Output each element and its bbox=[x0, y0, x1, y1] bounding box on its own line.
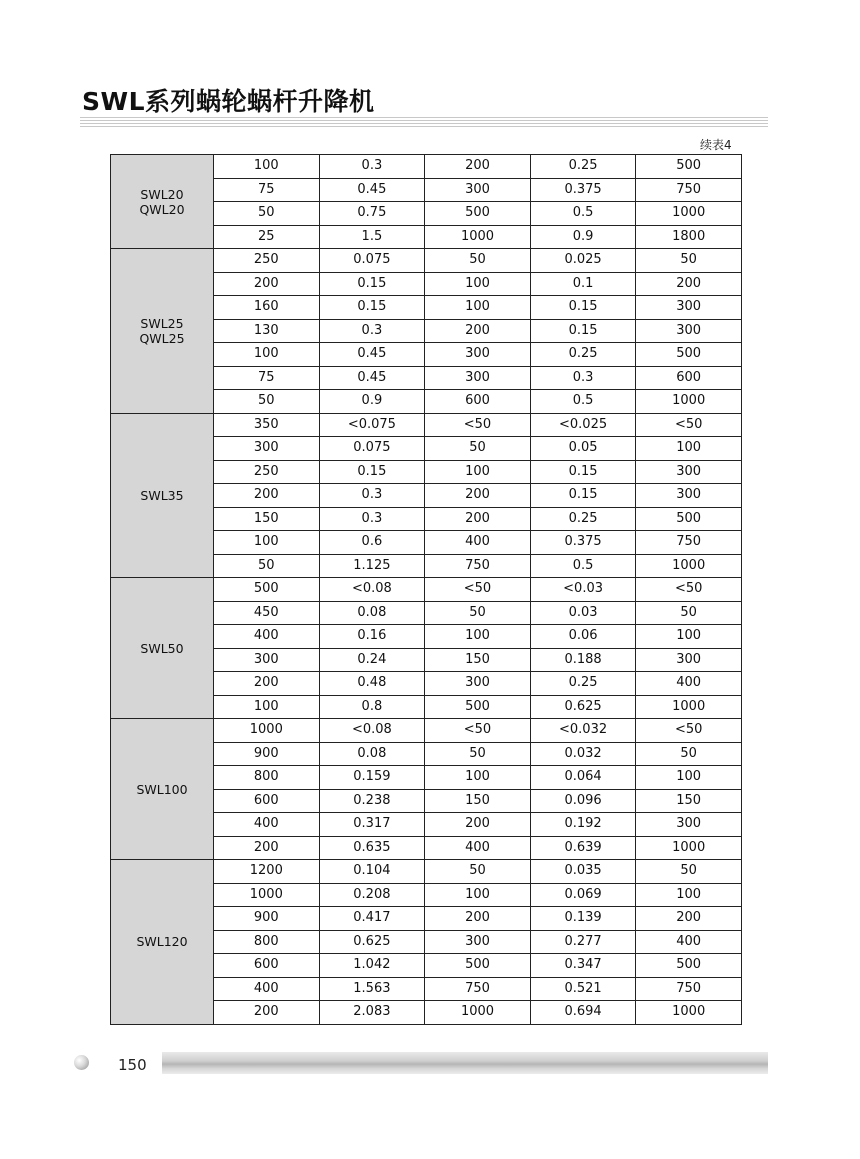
table-cell: 1000 bbox=[636, 554, 742, 578]
table-cell: 500 bbox=[636, 343, 742, 367]
table-cell: 500 bbox=[636, 507, 742, 531]
table-cell: 50 bbox=[425, 437, 531, 461]
table-cell: 600 bbox=[214, 789, 320, 813]
table-cell: 300 bbox=[425, 930, 531, 954]
table-cell: 0.032 bbox=[530, 742, 636, 766]
table-cell: 0.347 bbox=[530, 954, 636, 978]
table-cell: 200 bbox=[214, 272, 320, 296]
table-cell: <50 bbox=[636, 578, 742, 602]
model-cell bbox=[111, 719, 214, 860]
table-cell: 1.042 bbox=[319, 954, 425, 978]
table-cell: 400 bbox=[636, 672, 742, 696]
table-cell: 0.15 bbox=[530, 484, 636, 508]
table-cell: 0.15 bbox=[530, 460, 636, 484]
title-divider bbox=[80, 117, 768, 127]
table-cell: 100 bbox=[636, 766, 742, 790]
table-cell: 300 bbox=[636, 319, 742, 343]
table-cell: 100 bbox=[425, 296, 531, 320]
table-cell: 300 bbox=[636, 460, 742, 484]
model-name: SWL20 bbox=[140, 186, 184, 202]
page-number: 150 bbox=[118, 1056, 147, 1074]
table-cell: 0.375 bbox=[530, 531, 636, 555]
table-cell: 0.3 bbox=[319, 155, 425, 179]
table-cell: 1000 bbox=[425, 1001, 531, 1025]
table-cell: 0.625 bbox=[319, 930, 425, 954]
table-cell: 1.125 bbox=[319, 554, 425, 578]
specification-table bbox=[110, 154, 742, 1025]
table-cell: 100 bbox=[425, 766, 531, 790]
table-cell: 0.277 bbox=[530, 930, 636, 954]
table-cell: <50 bbox=[425, 578, 531, 602]
table-cell: 1000 bbox=[214, 719, 320, 743]
table-cell: 75 bbox=[214, 178, 320, 202]
table-cell: 0.45 bbox=[319, 343, 425, 367]
table-cell: 750 bbox=[636, 178, 742, 202]
table-cell: 0.159 bbox=[319, 766, 425, 790]
table-cell: 50 bbox=[214, 202, 320, 226]
table-cell: 1000 bbox=[425, 225, 531, 249]
table-cell: 0.5 bbox=[530, 554, 636, 578]
table-cell: 200 bbox=[214, 836, 320, 860]
table-cell: 300 bbox=[636, 648, 742, 672]
table-cell: 200 bbox=[636, 907, 742, 931]
table-cell: 50 bbox=[214, 554, 320, 578]
table-cell: 0.9 bbox=[530, 225, 636, 249]
table-cell: 200 bbox=[425, 813, 531, 837]
table-cell: 150 bbox=[425, 648, 531, 672]
table-cell: 500 bbox=[425, 202, 531, 226]
table-cell: 160 bbox=[214, 296, 320, 320]
table-cell: 300 bbox=[636, 296, 742, 320]
table-cell: 0.15 bbox=[319, 296, 425, 320]
table-cell: 100 bbox=[425, 460, 531, 484]
table-cell: 0.45 bbox=[319, 366, 425, 390]
table-cell: 300 bbox=[636, 813, 742, 837]
table-row bbox=[111, 413, 742, 437]
table-cell: 150 bbox=[636, 789, 742, 813]
model-name: SWL35 bbox=[140, 487, 184, 503]
table-cell: 0.5 bbox=[530, 390, 636, 414]
table-cell: 200 bbox=[425, 155, 531, 179]
table-cell: 0.15 bbox=[530, 296, 636, 320]
table-row bbox=[111, 155, 742, 179]
table-row bbox=[111, 719, 742, 743]
table-cell: 100 bbox=[636, 883, 742, 907]
table-cell: 300 bbox=[636, 484, 742, 508]
table-cell: 500 bbox=[425, 695, 531, 719]
table-cell: 600 bbox=[636, 366, 742, 390]
table-cell: 0.6 bbox=[319, 531, 425, 555]
table-cell: 0.5 bbox=[530, 202, 636, 226]
model-name: QWL20 bbox=[139, 201, 185, 217]
table-cell: 800 bbox=[214, 766, 320, 790]
table-cell: 1000 bbox=[636, 202, 742, 226]
table-cell: 0.238 bbox=[319, 789, 425, 813]
table-cell: 0.1 bbox=[530, 272, 636, 296]
table-cell: 250 bbox=[214, 249, 320, 273]
continued-table-label: 续表4 bbox=[700, 138, 732, 152]
table-cell: 0.3 bbox=[319, 319, 425, 343]
table-cell: 500 bbox=[425, 954, 531, 978]
table-cell: 0.635 bbox=[319, 836, 425, 860]
table-cell: 0.15 bbox=[319, 460, 425, 484]
table-cell: 100 bbox=[636, 625, 742, 649]
table-cell: <50 bbox=[425, 719, 531, 743]
table-cell: 500 bbox=[636, 155, 742, 179]
table-cell: 300 bbox=[425, 366, 531, 390]
table-cell: 0.8 bbox=[319, 695, 425, 719]
table-cell: <0.08 bbox=[319, 578, 425, 602]
table-cell: 0.03 bbox=[530, 601, 636, 625]
page-bullet-icon bbox=[74, 1055, 89, 1070]
table-cell: 750 bbox=[425, 977, 531, 1001]
table-cell: 0.48 bbox=[319, 672, 425, 696]
table-cell: 400 bbox=[214, 977, 320, 1001]
table-cell: <0.03 bbox=[530, 578, 636, 602]
model-cell bbox=[111, 413, 214, 578]
table-cell: 50 bbox=[636, 249, 742, 273]
table-cell: 2.083 bbox=[319, 1001, 425, 1025]
table-cell: 0.208 bbox=[319, 883, 425, 907]
table-cell: 300 bbox=[214, 437, 320, 461]
table-cell: 1.5 bbox=[319, 225, 425, 249]
table-cell: 0.08 bbox=[319, 601, 425, 625]
table-cell: 500 bbox=[214, 578, 320, 602]
table-cell: 200 bbox=[636, 272, 742, 296]
table-cell: 0.25 bbox=[530, 155, 636, 179]
table-cell: 50 bbox=[425, 249, 531, 273]
table-cell: 400 bbox=[636, 930, 742, 954]
table-cell: 0.096 bbox=[530, 789, 636, 813]
footer-bar bbox=[162, 1052, 768, 1074]
table-cell: 130 bbox=[214, 319, 320, 343]
table-cell: 750 bbox=[636, 977, 742, 1001]
table-cell: 50 bbox=[425, 860, 531, 884]
table-cell: 300 bbox=[425, 672, 531, 696]
model-name: SWL120 bbox=[136, 934, 188, 950]
table-cell: <0.032 bbox=[530, 719, 636, 743]
table-cell: 200 bbox=[214, 672, 320, 696]
table-cell: 100 bbox=[425, 272, 531, 296]
model-name: QWL25 bbox=[139, 330, 185, 346]
table-cell: 0.05 bbox=[530, 437, 636, 461]
table-cell: 500 bbox=[636, 954, 742, 978]
table-cell: 1800 bbox=[636, 225, 742, 249]
table-cell: 0.035 bbox=[530, 860, 636, 884]
table-cell: 0.75 bbox=[319, 202, 425, 226]
table-cell: 400 bbox=[214, 625, 320, 649]
table-cell: 0.25 bbox=[530, 672, 636, 696]
table-cell: <0.08 bbox=[319, 719, 425, 743]
table-cell: 50 bbox=[636, 860, 742, 884]
table-cell: 0.064 bbox=[530, 766, 636, 790]
table-cell: 600 bbox=[425, 390, 531, 414]
table-cell: 0.521 bbox=[530, 977, 636, 1001]
table-cell: 150 bbox=[425, 789, 531, 813]
table-cell: 1000 bbox=[636, 836, 742, 860]
table-cell: 0.3 bbox=[319, 507, 425, 531]
table-cell: 1.563 bbox=[319, 977, 425, 1001]
table-row bbox=[111, 578, 742, 602]
table-cell: 300 bbox=[214, 648, 320, 672]
table-cell: 1000 bbox=[636, 390, 742, 414]
table-cell: 50 bbox=[425, 742, 531, 766]
table-cell: 0.45 bbox=[319, 178, 425, 202]
model-cell bbox=[111, 578, 214, 719]
table-cell: 900 bbox=[214, 907, 320, 931]
table-cell: 200 bbox=[214, 484, 320, 508]
table-cell: 0.192 bbox=[530, 813, 636, 837]
table-cell: 1000 bbox=[636, 695, 742, 719]
table-cell: 250 bbox=[214, 460, 320, 484]
page-title: SWL系列蜗轮蜗杆升降机 bbox=[82, 87, 375, 116]
table-cell: 50 bbox=[425, 601, 531, 625]
table-cell: 750 bbox=[636, 531, 742, 555]
table-cell: 0.06 bbox=[530, 625, 636, 649]
table-cell: 200 bbox=[425, 507, 531, 531]
table-cell: 0.104 bbox=[319, 860, 425, 884]
table-cell: 100 bbox=[214, 343, 320, 367]
table-row bbox=[111, 860, 742, 884]
table-cell: 800 bbox=[214, 930, 320, 954]
table-cell: 300 bbox=[425, 343, 531, 367]
table-cell: 100 bbox=[214, 531, 320, 555]
table-cell: 0.075 bbox=[319, 249, 425, 273]
table-cell: 100 bbox=[425, 883, 531, 907]
table-cell: 0.139 bbox=[530, 907, 636, 931]
table-cell: 0.075 bbox=[319, 437, 425, 461]
table-cell: 0.25 bbox=[530, 343, 636, 367]
table-cell: 0.15 bbox=[530, 319, 636, 343]
table-cell: 0.025 bbox=[530, 249, 636, 273]
table-cell: <0.075 bbox=[319, 413, 425, 437]
table-cell: 300 bbox=[425, 178, 531, 202]
table-cell: 200 bbox=[425, 484, 531, 508]
table-cell: 200 bbox=[214, 1001, 320, 1025]
model-name: SWL50 bbox=[140, 640, 184, 656]
table-cell: 750 bbox=[425, 554, 531, 578]
table-cell: 100 bbox=[425, 625, 531, 649]
table-cell: 0.3 bbox=[530, 366, 636, 390]
table-cell: <50 bbox=[636, 413, 742, 437]
table-cell: 0.625 bbox=[530, 695, 636, 719]
table-cell: 0.417 bbox=[319, 907, 425, 931]
table-cell: 600 bbox=[214, 954, 320, 978]
table-cell: 0.24 bbox=[319, 648, 425, 672]
table-cell: 0.25 bbox=[530, 507, 636, 531]
table-cell: 400 bbox=[214, 813, 320, 837]
table-cell: 100 bbox=[636, 437, 742, 461]
table-cell: <0.025 bbox=[530, 413, 636, 437]
table-cell: 0.375 bbox=[530, 178, 636, 202]
table-cell: 0.15 bbox=[319, 272, 425, 296]
table-cell: 0.08 bbox=[319, 742, 425, 766]
table-cell: 0.188 bbox=[530, 648, 636, 672]
model-name: SWL100 bbox=[136, 781, 188, 797]
table-cell: 200 bbox=[425, 907, 531, 931]
table-row bbox=[111, 249, 742, 273]
table-cell: 1200 bbox=[214, 860, 320, 884]
table-cell: 200 bbox=[425, 319, 531, 343]
table-cell: 0.317 bbox=[319, 813, 425, 837]
table-cell: 0.3 bbox=[319, 484, 425, 508]
table-cell: 150 bbox=[214, 507, 320, 531]
table-cell: 0.069 bbox=[530, 883, 636, 907]
table-cell: 900 bbox=[214, 742, 320, 766]
table-cell: 50 bbox=[636, 601, 742, 625]
specification-table-body bbox=[111, 155, 742, 1025]
table-cell: 400 bbox=[425, 836, 531, 860]
model-cell bbox=[111, 860, 214, 1025]
table-cell: 75 bbox=[214, 366, 320, 390]
table-cell: 0.9 bbox=[319, 390, 425, 414]
table-cell: 1000 bbox=[214, 883, 320, 907]
table-cell: 350 bbox=[214, 413, 320, 437]
table-cell: <50 bbox=[425, 413, 531, 437]
model-name: SWL25 bbox=[140, 315, 184, 331]
table-cell: 25 bbox=[214, 225, 320, 249]
model-cell bbox=[111, 155, 214, 249]
table-cell: 0.694 bbox=[530, 1001, 636, 1025]
table-cell: 400 bbox=[425, 531, 531, 555]
table-cell: 50 bbox=[636, 742, 742, 766]
table-cell: 0.16 bbox=[319, 625, 425, 649]
table-cell: 450 bbox=[214, 601, 320, 625]
table-cell: 0.639 bbox=[530, 836, 636, 860]
model-cell bbox=[111, 249, 214, 414]
table-cell: 100 bbox=[214, 155, 320, 179]
table-cell: <50 bbox=[636, 719, 742, 743]
table-cell: 50 bbox=[214, 390, 320, 414]
table-cell: 1000 bbox=[636, 1001, 742, 1025]
table-cell: 100 bbox=[214, 695, 320, 719]
